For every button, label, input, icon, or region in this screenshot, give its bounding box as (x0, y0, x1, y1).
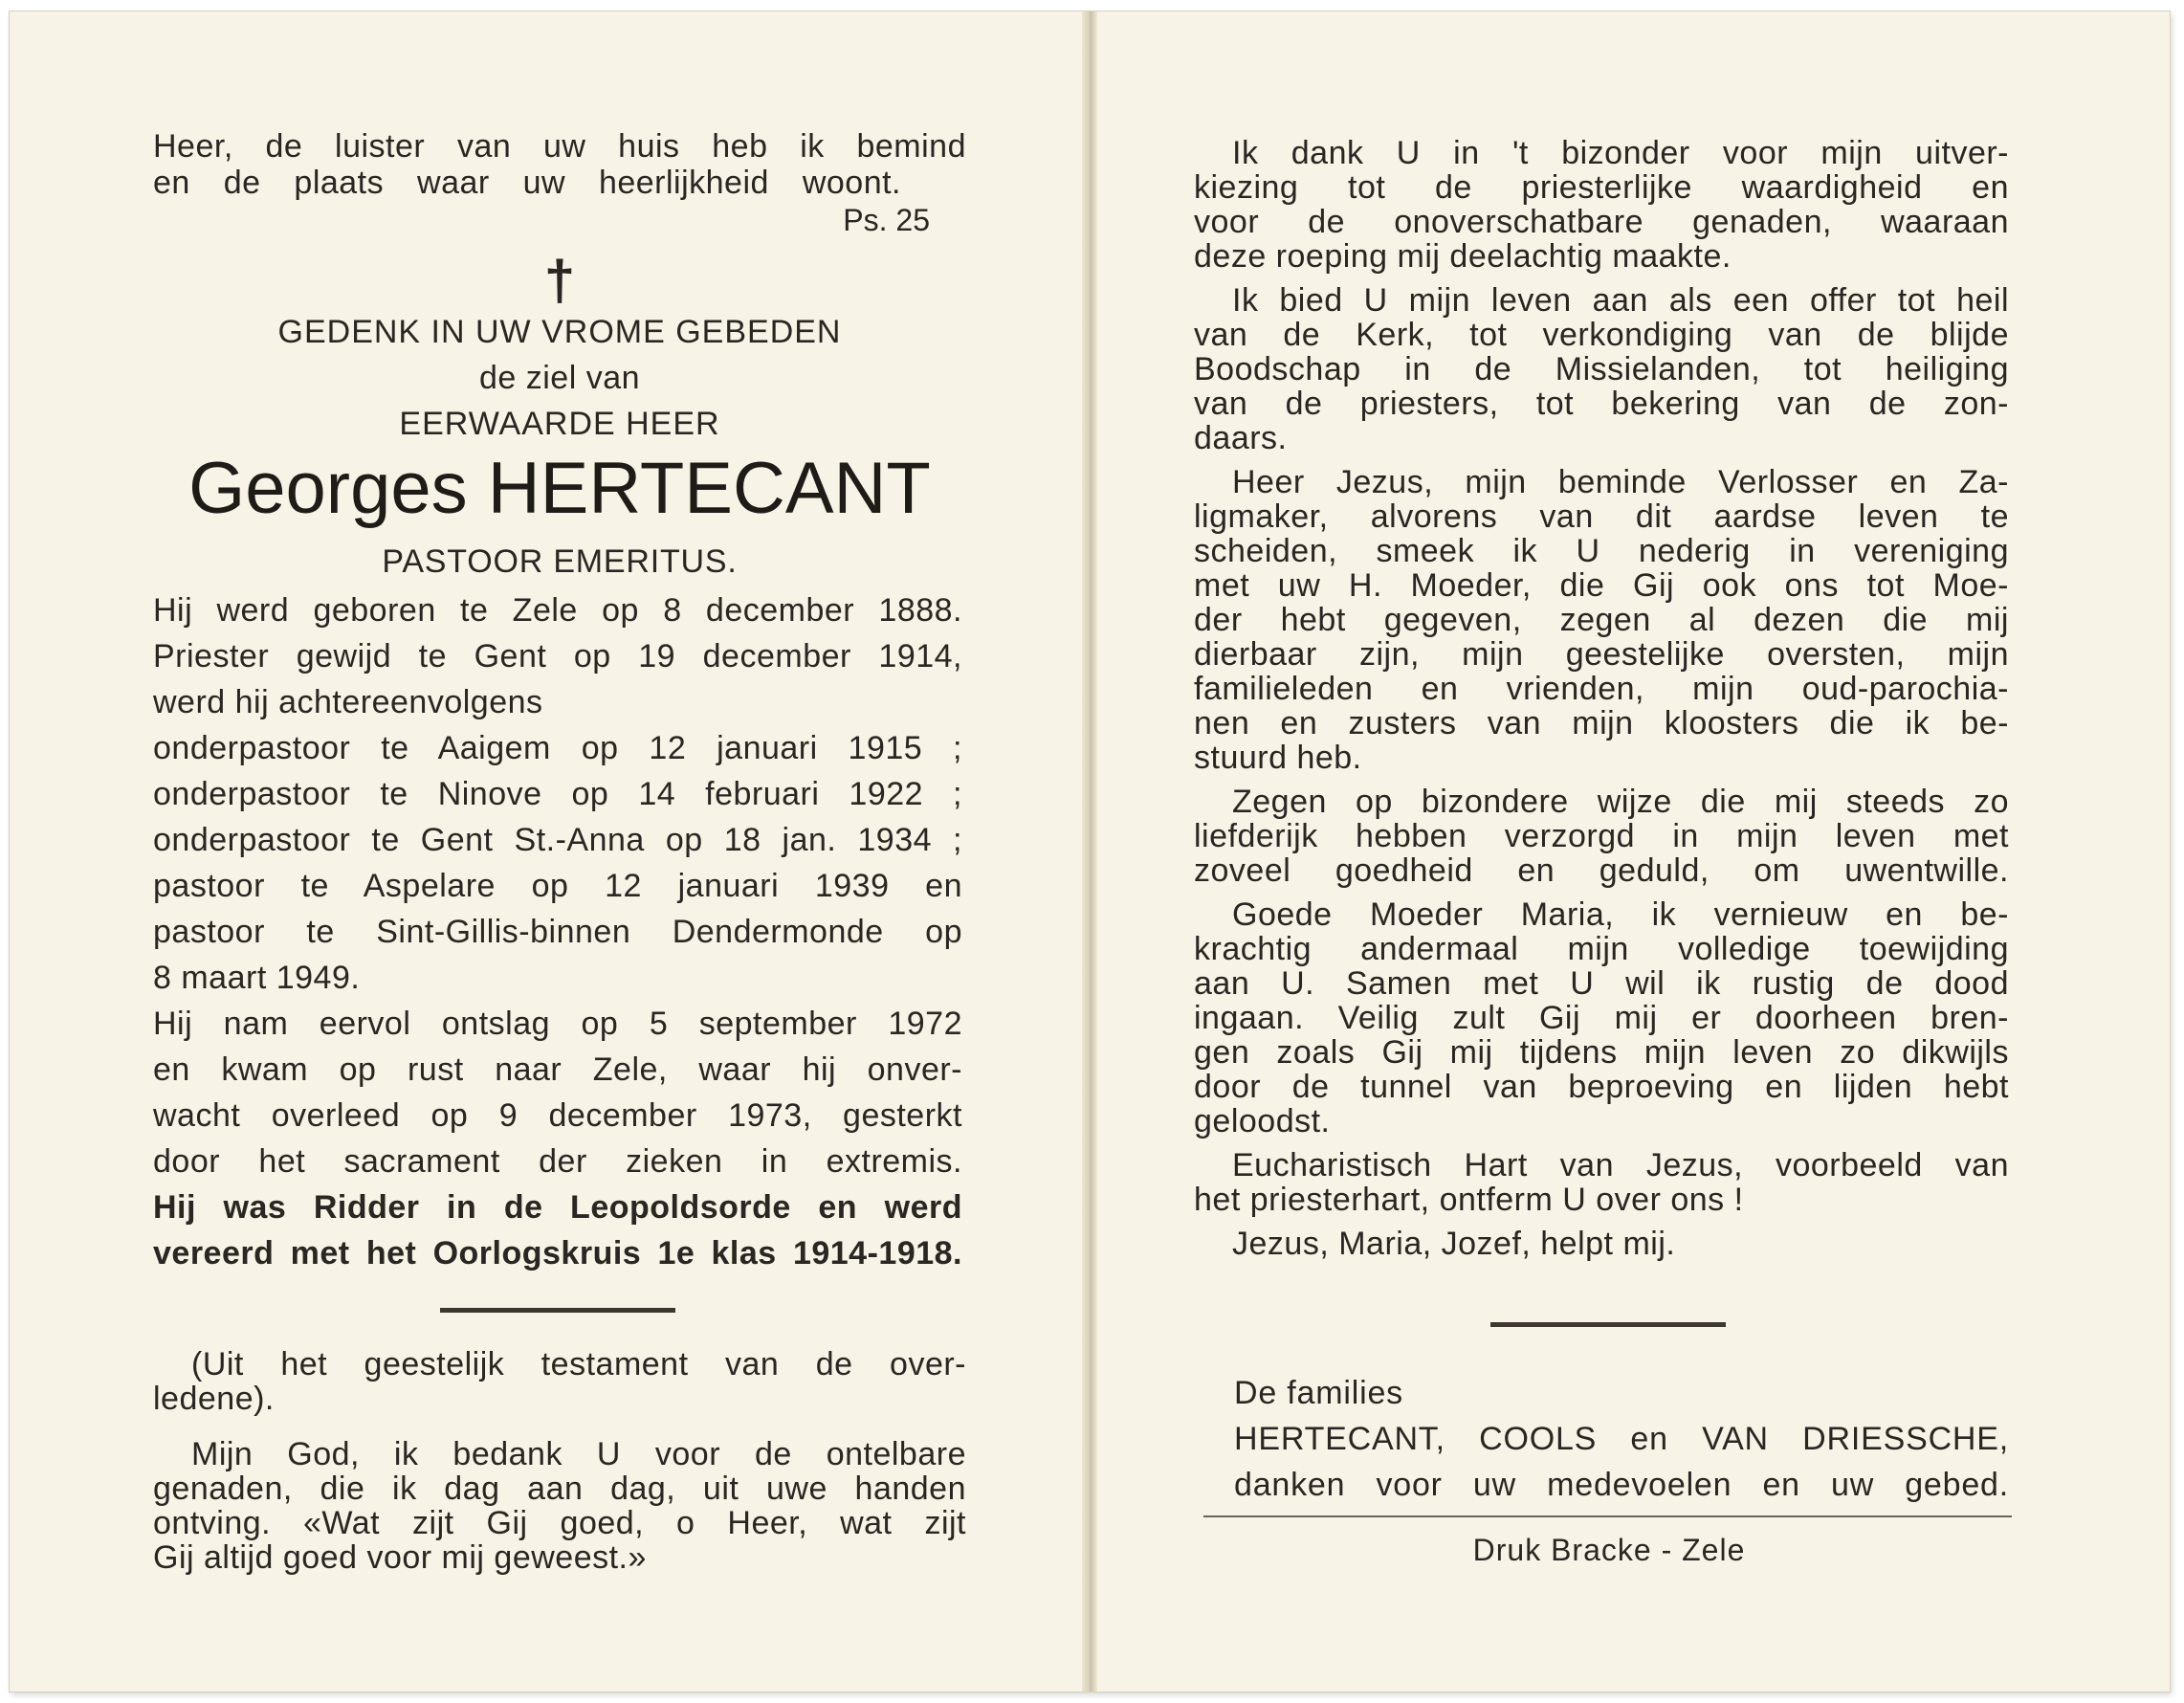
honorific: EERWAARDE HEER (399, 406, 720, 442)
text-line: van de Kerk, tot verkondiging van de blijde (1194, 318, 2009, 352)
text-line: Goede Moeder Maria, ik vernieuw en be- (1232, 897, 2009, 932)
bio-line: Hij nam eervol ontslag op 5 september 1972 (153, 1006, 962, 1042)
right-panel (1194, 11, 2017, 1692)
testament-paragraph (153, 1437, 966, 1575)
paragraph (1194, 136, 2009, 274)
bio-line: onderpastoor te Ninove op 14 februari 1922 ; (153, 776, 962, 812)
card-fold (1082, 11, 1097, 1692)
text-line: Ik bied U mijn leven aan als een offer tot heil (1232, 283, 2009, 318)
bio-line: door het sacrament der zieken in extremis. (153, 1143, 962, 1180)
text-line: aan U. Samen met U wil ik rustig de dood (1194, 966, 2009, 1001)
text-line: krachtig andermaal mijn volledige toewijding (1194, 932, 2009, 966)
paragraph (1194, 1148, 2009, 1217)
testament-intro-line: ledene). (153, 1382, 275, 1416)
text-line: geloodst. (1194, 1104, 1331, 1139)
families-names: HERTECANT, COOLS en VAN DRIESSCHE, (1234, 1421, 2009, 1457)
printer-credit: Druk Bracke - Zele (1472, 1533, 1746, 1567)
text-line: scheiden, smeek ik U nederig in vereniging (1194, 534, 2009, 568)
paragraph (1194, 1227, 2009, 1261)
paragraph (1194, 465, 2009, 775)
call-to-prayer: GEDENK IN UW VROME GEBEDEN (277, 314, 842, 350)
testament-line: Mijn God, ik bedank U voor de ontelbare (191, 1437, 966, 1471)
divider (440, 1308, 675, 1313)
bio-line: Hij werd geboren te Zele op 8 december 1888. (153, 592, 962, 629)
text-line: met uw H. Moeder, die Gij ook ons tot Moe- (1194, 568, 2009, 603)
deceased-title: PASTOOR EMERITUS. (382, 543, 738, 580)
testament-line: Gij altijd goed voor mij geweest.» (153, 1540, 647, 1575)
epigraph-line: Heer, de luister van uw huis heb ik bemind (153, 128, 966, 165)
text-line: Boodschap in de Missielanden, tot heiliging (1194, 352, 2009, 387)
divider-thin (1203, 1515, 2012, 1517)
families-intro: De families (1234, 1375, 1403, 1411)
soul-of: de ziel van (478, 360, 641, 396)
text-line: gen zoals Gij mij tijdens mijn leven zo dikwijls (1194, 1035, 2009, 1070)
bio-line: onderpastoor te Gent St.-Anna op 18 jan. 1934 ; (153, 822, 962, 858)
bio-line: pastoor te Sint-Gillis-binnen Dendermonde op (153, 914, 962, 950)
text-line: Jezus, Maria, Jozef, helpt mij. (1232, 1227, 1676, 1261)
testament-line: ontving. «Wat zijt Gij goed, o Heer, wat zijt (153, 1506, 966, 1540)
testament-line: genaden, die ik dag aan dag, uit uwe handen (153, 1471, 966, 1506)
paragraph (1194, 897, 2009, 1139)
divider (1490, 1322, 1726, 1327)
epigraph (153, 128, 966, 201)
bio-line: werd hij achtereenvolgens (153, 684, 543, 720)
bio-line: wacht overleed op 9 december 1973, gesterkt (153, 1097, 962, 1134)
biography (153, 587, 962, 1276)
text-line: van de priesters, tot bekering van de zon- (1194, 387, 2009, 421)
bio-line: 8 maart 1949. (153, 960, 361, 996)
bio-line: en kwam op rust naar Zele, waar hij onver- (153, 1051, 962, 1088)
bio-line: Priester gewijd te Gent op 19 december 1914, (153, 638, 962, 675)
text-line: zoveel goedheid en geduld, om uwentwille. (1194, 853, 2009, 888)
text-line: daars. (1194, 421, 1288, 455)
families-thanks: danken voor uw medevoelen en uw gebed. (1234, 1467, 2009, 1503)
text-line: ligmaker, alvorens van dit aardse leven te (1194, 499, 2009, 534)
paragraph (1194, 785, 2009, 888)
epigraph-line: en de plaats waar uw heerlijkheid woont. (153, 165, 901, 201)
text-line: Zegen op bizondere wijze die mij steeds zo (1232, 785, 2009, 819)
text-line: het priesterhart, ontferm U over ons ! (1194, 1183, 1744, 1217)
text-line: dierbaar zijn, mijn geestelijke oversten, mijn (1194, 637, 2009, 672)
testament-continued (1194, 136, 2009, 1271)
paragraph (1194, 283, 2009, 455)
text-line: Ik dank U in 't bizonder voor mijn uitver- (1232, 136, 2009, 170)
family-thanks (1234, 1370, 2009, 1508)
cross-icon: † (543, 250, 576, 312)
text-line: liefderijk hebben verzorgd in mijn leven met (1194, 819, 2009, 853)
text-line: Eucharistisch Hart van Jezus, voorbeeld van (1232, 1148, 2009, 1183)
honours-line: Hij was Ridder in de Leopoldsorde en werd (153, 1189, 962, 1226)
text-line: deze roeping mij deelachtig maakte. (1194, 239, 1732, 274)
bio-line: pastoor te Aspelare op 12 januari 1939 en (153, 868, 962, 904)
text-line: voor de onoverschatbare genaden, waaraan (1194, 205, 2009, 239)
psalm-reference: Ps. 25 (843, 203, 930, 237)
text-line: kiezing tot de priesterlijke waardigheid en (1194, 170, 2009, 205)
text-line: stuurd heb. (1194, 741, 1362, 775)
testament (153, 1347, 966, 1575)
text-line: ingaan. Veilig zult Gij mij er doorheen bren- (1194, 1001, 2009, 1035)
text-line: familieleden en vrienden, mijn oud-parochia- (1194, 672, 2009, 706)
deceased-name: Georges HERTECANT (188, 448, 931, 529)
honours-line: vereerd met het Oorlogskruis 1e klas 1914-1918. (153, 1235, 962, 1272)
text-line: Heer Jezus, mijn beminde Verlosser en Za- (1232, 465, 2009, 499)
text-line: nen en zusters van mijn kloosters die ik be- (1194, 706, 2009, 741)
testament-intro-line: (Uit het geestelijk testament van de over- (191, 1347, 966, 1382)
text-line: der hebt gegeven, zegen al dezen die mij (1194, 603, 2009, 637)
left-panel (143, 11, 976, 1692)
text-line: door de tunnel van beproeving en lijden hebt (1194, 1070, 2009, 1104)
bio-line: onderpastoor te Aaigem op 12 januari 1915 ; (153, 730, 962, 766)
